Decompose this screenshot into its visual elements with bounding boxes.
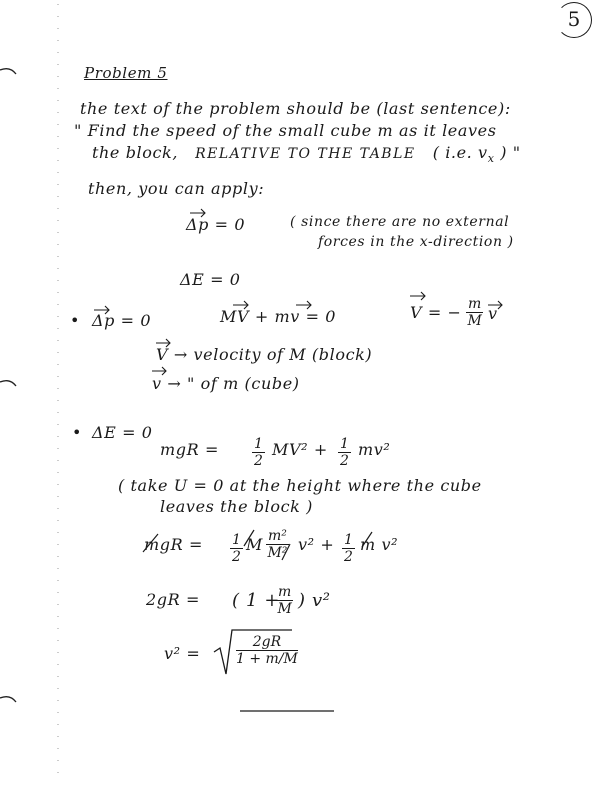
bullet-dot: • xyxy=(70,311,81,330)
mv-squared-term: mv² xyxy=(358,440,391,459)
frac-num: 1 xyxy=(232,532,241,548)
momentum-reason-2: forces in the x-direction ) xyxy=(318,234,514,250)
quote-line-1: " Find the speed of the small cube m as it leaves xyxy=(74,121,497,140)
relative-caps: RELATIVE TO THE TABLE xyxy=(195,146,416,162)
frac-num: 1 xyxy=(340,436,349,452)
binder-hole-mark xyxy=(0,69,16,74)
paren-close: ) v² xyxy=(298,590,331,611)
paren-expression: ( 1 + xyxy=(232,590,280,611)
momentum-sum: MV + mv = 0 xyxy=(220,307,337,326)
v-after-fraction: v xyxy=(488,304,498,323)
frac-den: M xyxy=(277,601,292,617)
frac-den: 2 xyxy=(344,549,353,565)
half-fraction xyxy=(338,436,351,469)
bullet-dot: • xyxy=(72,423,83,442)
energy-lhs: mgR = xyxy=(160,440,219,459)
bullet-momentum: Δp = 0 xyxy=(92,311,152,330)
take-note-2: leaves the block ) xyxy=(160,497,313,516)
page-number: 5 xyxy=(556,2,592,38)
half-fraction xyxy=(230,532,243,565)
m-over-M-fraction xyxy=(466,296,483,329)
two-gR-lhs: 2gR = xyxy=(146,590,200,609)
binder-hole-mark xyxy=(0,697,16,702)
v-definition: v → " of m (cube) xyxy=(152,374,300,393)
quote-text: the block, xyxy=(92,143,179,162)
page-title: Problem 5 xyxy=(84,64,168,82)
intro-text: the text of the problem should be (last sentence): xyxy=(80,99,511,118)
v-squared-eq: v² = xyxy=(164,644,201,663)
energy-equation: ΔE = 0 xyxy=(180,270,241,289)
half-fraction xyxy=(342,532,355,565)
m-over-M-fraction xyxy=(276,584,293,617)
cancel-v2-term: v² + xyxy=(298,535,335,554)
vector-arrow xyxy=(410,292,425,300)
sqrt-fraction xyxy=(236,634,298,667)
momentum-reason-1: ( since there are no external xyxy=(290,214,510,230)
frac-den: 2 xyxy=(232,549,241,565)
quote-ie: ( i.e. v xyxy=(432,143,488,162)
cancelled-M: M xyxy=(246,535,263,554)
V-definition: V → velocity of M (block) xyxy=(156,345,373,364)
V-equals: V = − xyxy=(410,303,462,322)
take-note-1: ( take U = 0 at the height where the cube xyxy=(118,476,482,495)
m2-over-M2-fraction xyxy=(266,528,289,561)
frac-num: 1 xyxy=(344,532,353,548)
momentum-equation: Δp = 0 xyxy=(186,215,246,234)
quote-line-2 xyxy=(92,143,521,165)
frac-den: M² xyxy=(267,545,288,561)
frac-den: M xyxy=(467,313,482,329)
sqrt-den: 1 + m/M xyxy=(236,651,298,667)
quote-subscript: x xyxy=(487,152,495,166)
frac-den: 2 xyxy=(254,453,263,469)
half-fraction xyxy=(252,436,265,469)
frac-num: m xyxy=(468,296,482,312)
frac-den: 2 xyxy=(340,453,349,469)
cancel-mv2-term: m v² xyxy=(360,535,399,554)
sqrt-num: 2gR xyxy=(236,634,298,651)
then-apply: then, you can apply: xyxy=(88,179,265,198)
cancel-lhs: mgR = xyxy=(144,535,203,554)
binder-hole-mark xyxy=(0,381,16,386)
bullet-energy: ΔE = 0 xyxy=(92,423,153,442)
quote-end: ) " xyxy=(500,143,521,162)
frac-num: m² xyxy=(268,528,287,544)
MV-squared-term: MV² + xyxy=(272,440,328,459)
frac-num: 1 xyxy=(254,436,263,452)
frac-num: m xyxy=(278,584,292,600)
